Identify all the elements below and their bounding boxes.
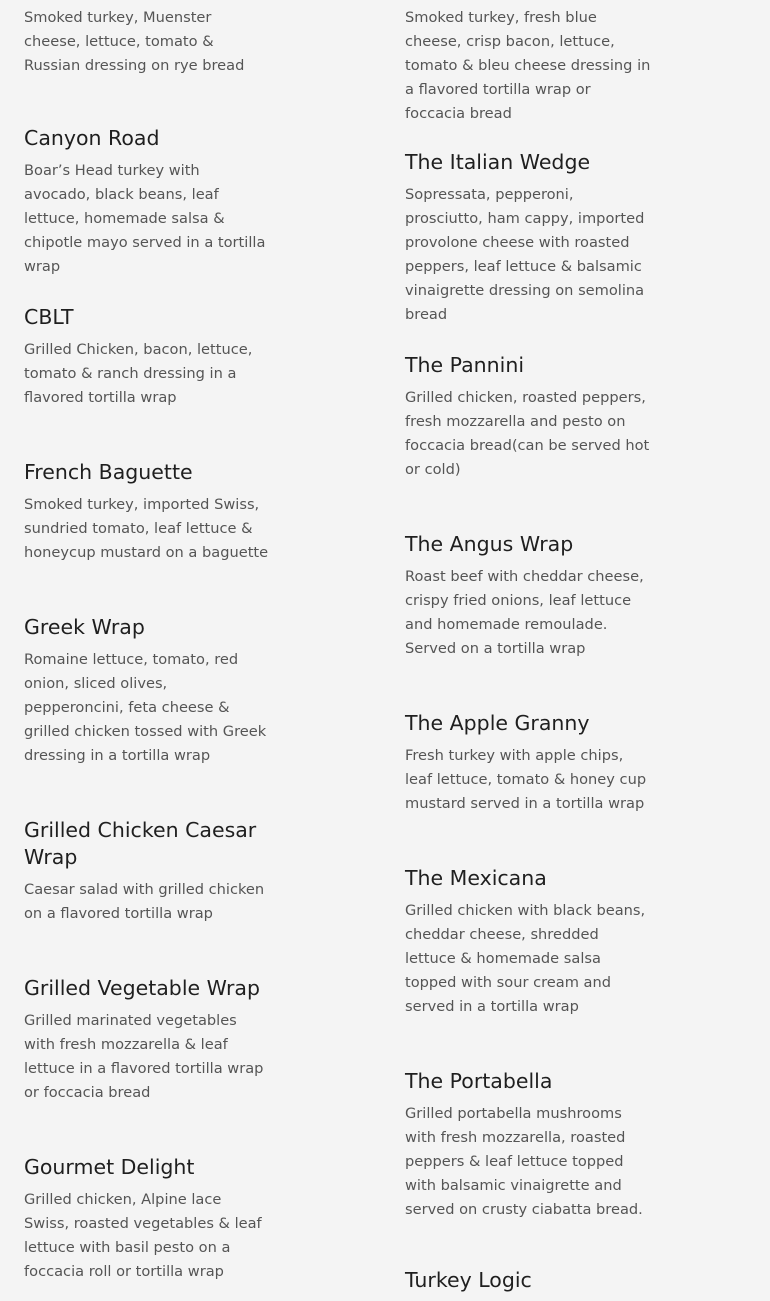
menu-item-description: Sopressata, pepperoni, prosciutto, ham cappy, imported provolone cheese with roasted peppers, leaf lettuce & balsamic vinaigrette dressing on semolina bread (405, 186, 645, 323)
menu-item-title: Grilled Chicken Caesar Wrap (24, 818, 257, 869)
menu-item-title: Greek Wrap (24, 615, 145, 639)
menu-item (405, 6, 651, 126)
menu-item (24, 459, 270, 565)
menu-item-title: The Portabella (405, 1069, 553, 1093)
menu-item (405, 149, 651, 327)
menu-item (405, 1267, 651, 1301)
menu-item (24, 1154, 270, 1284)
menu-item (405, 1068, 651, 1222)
menu-item-title: Gourmet Delight (24, 1155, 195, 1179)
menu-item-title: The Mexicana (405, 866, 547, 890)
menu-item (24, 125, 270, 279)
menu-item (24, 975, 270, 1105)
menu-item (24, 817, 270, 926)
menu-item-title: Turkey Logic (405, 1268, 532, 1292)
menu-item-title: The Italian Wedge (405, 150, 591, 174)
menu-item-description: Smoked turkey, imported Swiss, sundried tomato, leaf lettuce & honeycup mustard on a baguette (24, 496, 269, 561)
menu-item (405, 865, 651, 1019)
menu-item-title: The Angus Wrap (405, 532, 574, 556)
menu-item (24, 6, 270, 78)
menu-item-description: Caesar salad with grilled chicken on a flavored tortilla wrap (24, 881, 265, 922)
menu-item-title: Canyon Road (24, 126, 160, 150)
menu-item-description: Fresh turkey with apple chips, leaf lettuce, tomato & honey cup mustard served in a tortilla wrap (405, 747, 647, 812)
menu-item-description: Grilled marinated vegetables with fresh mozzarella & leaf lettuce in a flavored tortilla wrap or foccacia bread (24, 1012, 264, 1101)
menu-item-description: Romaine lettuce, tomato, red onion, sliced olives, pepperoncini, feta cheese & grilled chicken tossed with Greek dressing in a tortilla wrap (24, 651, 267, 764)
menu-item-title: The Apple Granny (405, 711, 590, 735)
menu-item-description: Boar’s Head turkey with avocado, black beans, leaf lettuce, homemade salsa & chipotle mayo served in a tortilla wrap (24, 162, 266, 275)
menu-item-title: The Pannini (405, 353, 525, 377)
menu-item-description: Smoked turkey, Muenster cheese, lettuce, tomato & Russian dressing on rye bread (24, 9, 245, 74)
menu-item-title: CBLT (24, 305, 74, 329)
menu-item (405, 352, 651, 482)
menu-item (405, 531, 651, 661)
menu-item-title: Grilled Vegetable Wrap (24, 976, 261, 1000)
menu-item-description: Grilled chicken, Alpine lace Swiss, roasted vegetables & leaf lettuce with basil pesto on a foccacia roll or tortilla wrap (24, 1191, 262, 1280)
menu-item-description: Grilled portabella mushrooms with fresh mozzarella, roasted peppers & leaf lettuce topped with balsamic vinaigrette and served on crusty ciabatta bread. (405, 1105, 643, 1218)
menu-item-description: Grilled Chicken, bacon, lettuce, tomato & ranch dressing in a flavored tortilla wrap (24, 341, 253, 406)
menu-item (24, 304, 270, 410)
menu-item-description: Smoked turkey, fresh blue cheese, crisp bacon, lettuce, tomato & bleu cheese dressing in a flavored tortilla wrap or foccacia bread (405, 9, 651, 122)
menu-item-title: French Baguette (24, 460, 193, 484)
menu-item-description: Grilled chicken with black beans, cheddar cheese, shredded lettuce & homemade salsa topped with sour cream and served in a tortilla wrap (405, 902, 646, 1015)
menu-item (24, 614, 270, 768)
menu-item-description: Grilled chicken, roasted peppers, fresh mozzarella and pesto on foccacia bread(can be served hot or cold) (405, 389, 650, 478)
menu-item-description: Roast beef with cheddar cheese, crispy fried onions, leaf lettuce and homemade remoulade. Served on a tortilla wrap (405, 568, 644, 657)
menu-item (405, 710, 651, 816)
